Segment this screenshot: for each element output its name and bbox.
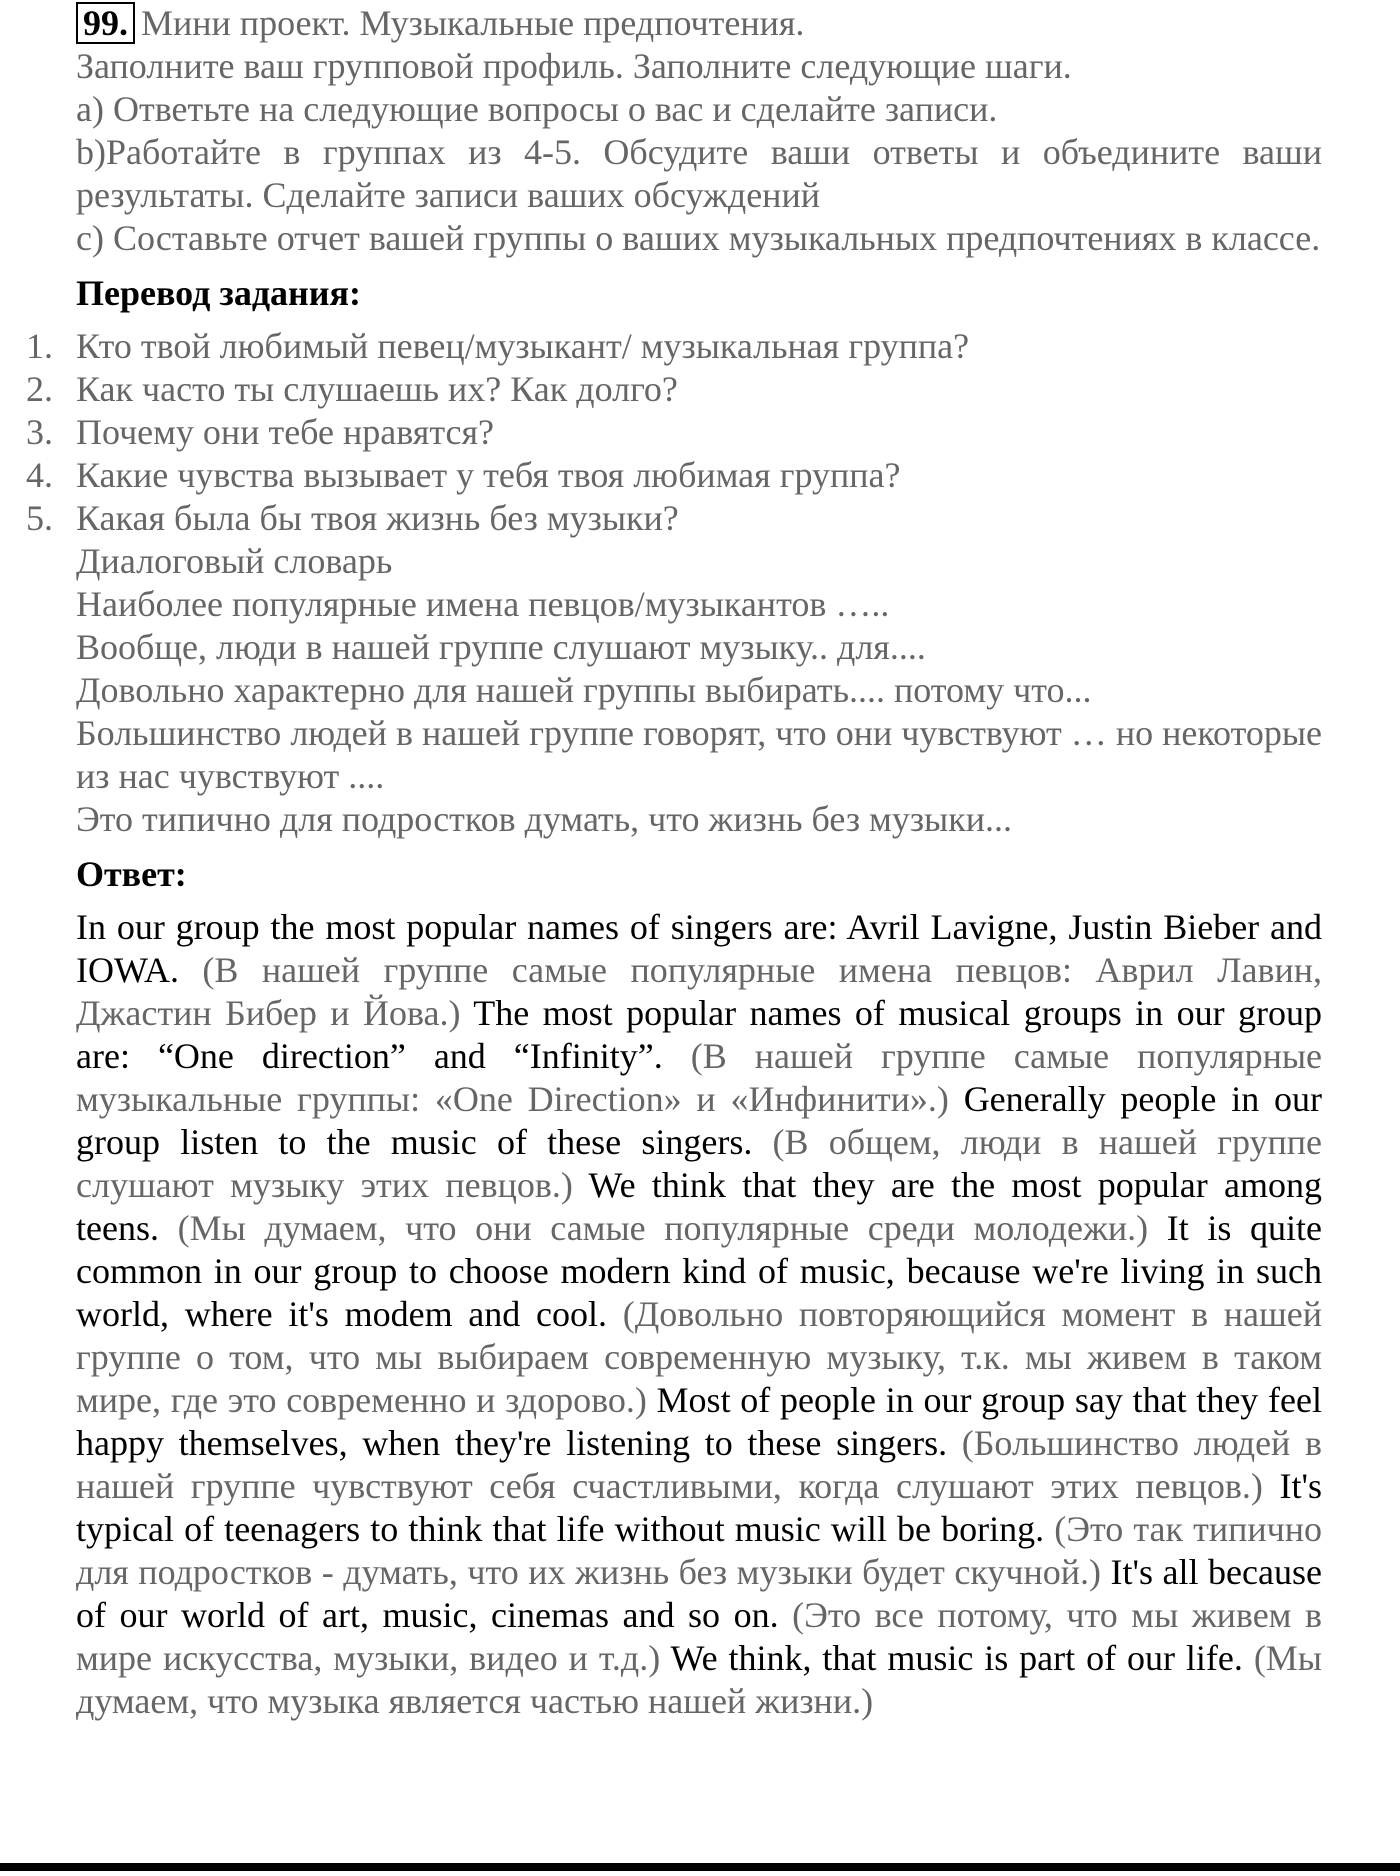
question-text: Кто твой любимый певец/музыкант/ музыкальная группа?	[76, 326, 970, 366]
answer-english: In our group the most popular names of singers are: Avril Lavigne, Justin Bieber and IOWA.	[76, 907, 1322, 990]
question-item	[26, 497, 1322, 540]
answer-english: It is quite common in our group to choose modern kind of music, because we're living in such world, where it's modem and cool.	[76, 1208, 1322, 1334]
task-number: 99.	[76, 2, 135, 44]
answer-russian: (Мы думаем, что музыка является частью нашей жизни.)	[76, 1638, 1322, 1721]
answer-russian: (В общем, люди в нашей группе слушают музыку этих певцов.)	[76, 1122, 1322, 1205]
answer-russian: (В нашей группе самые популярные имена певцов: Аврил Лавин, Джастин Бибер и Йова.)	[76, 950, 1322, 1033]
answer-russian: (Это все потому, что мы живем в мире искусства, музыки, видео и т.д.)	[76, 1595, 1322, 1678]
question-text: Какие чувства вызывает у тебя твоя любимая группа?	[76, 455, 901, 495]
task-line: b)Работайте в группах из 4-5. Обсудите ваши ответы и объедините ваши результаты. Сделайте записи ваших обсуждений	[76, 132, 1322, 215]
answer-russian: (Довольно повторяющийся момент в нашей группе о том, что мы выбираем современную музыку, т.к. мы живем в таком мире, где это современно и здорово.)	[76, 1294, 1323, 1420]
question-item	[26, 325, 1322, 368]
answer-paragraph	[76, 906, 1322, 1723]
answer-english: We think, that music is part of our life.	[670, 1638, 1254, 1678]
question-list	[26, 325, 1322, 540]
task-line: c) Составьте отчет вашей группы о ваших музыкальных предпочтениях в классе.	[76, 218, 1321, 258]
answer-english: Generally people in our group listen to the music of these singers.	[76, 1079, 1322, 1162]
answer-english: Most of people in our group say that they feel happy themselves, when they're listening to these singers.	[76, 1380, 1322, 1463]
task-header	[76, 2, 1322, 45]
page	[26, 2, 1323, 1723]
answer-english: We think that they are the most popular among teens.	[76, 1165, 1322, 1248]
vocab-title: Диалоговый словарь	[76, 541, 393, 581]
question-text: Почему они тебе нравятся?	[76, 412, 495, 452]
translation-heading: Перевод задания:	[76, 273, 361, 313]
question-number: 4.	[26, 455, 53, 495]
answer-english: It's all because of our world of art, music, cinemas and so on.	[76, 1552, 1322, 1635]
task-line: a) Ответьте на следующие вопросы о вас и сделайте записи.	[76, 89, 998, 129]
question-text: Какая была бы твоя жизнь без музыки?	[76, 498, 679, 538]
answer-english: The most popular names of musical groups in our group are: “One direction” and “Infinity”.	[76, 993, 1323, 1076]
question-number: 3.	[26, 412, 53, 452]
question-number: 1.	[26, 326, 53, 366]
answer-russian: (Большинство людей в нашей группе чувствуют себя счастливыми, когда слушают этих певцов.)	[76, 1423, 1323, 1506]
question-item	[26, 368, 1322, 411]
answer-english: It's typical of teenagers to think that life without music will be boring.	[76, 1466, 1322, 1549]
question-text: Как часто ты слушаешь их? Как долго?	[76, 369, 678, 409]
vocab-line: Довольно характерно для нашей группы выбирать.... потому что...	[76, 670, 1092, 710]
vocab-line: Наиболее популярные имена певцов/музыкантов …..	[76, 584, 890, 624]
task-line: Заполните ваш групповой профиль. Заполните следующие шаги.	[76, 46, 1072, 86]
vocab-line: Вообще, люди в нашей группе слушают музыку.. для....	[76, 627, 926, 667]
bottom-divider	[0, 1863, 1400, 1871]
answer-heading: Ответ:	[76, 854, 187, 894]
question-item	[26, 411, 1322, 454]
answer-russian: (Мы думаем, что они самые популярные среди молодежи.)	[177, 1208, 1167, 1248]
question-number: 2.	[26, 369, 53, 409]
answer-russian: (В нашей группе самые популярные музыкальные группы: «One Direction» и «Инфинити».)	[76, 1036, 1323, 1119]
task-title: Мини проект. Музыкальные предпочтения.	[141, 3, 805, 43]
answer-russian: (Это так типично для подростков - думать, что их жизнь без музыки будет скучной.)	[76, 1509, 1322, 1592]
question-item	[26, 454, 1322, 497]
vocab-line: Большинство людей в нашей группе говорят, что они чувствуют … но некоторые из нас чувствуют ....	[76, 713, 1322, 796]
vocab-line: Это типично для подростков думать, что жизнь без музыки...	[76, 799, 1012, 839]
question-number: 5.	[26, 498, 53, 538]
